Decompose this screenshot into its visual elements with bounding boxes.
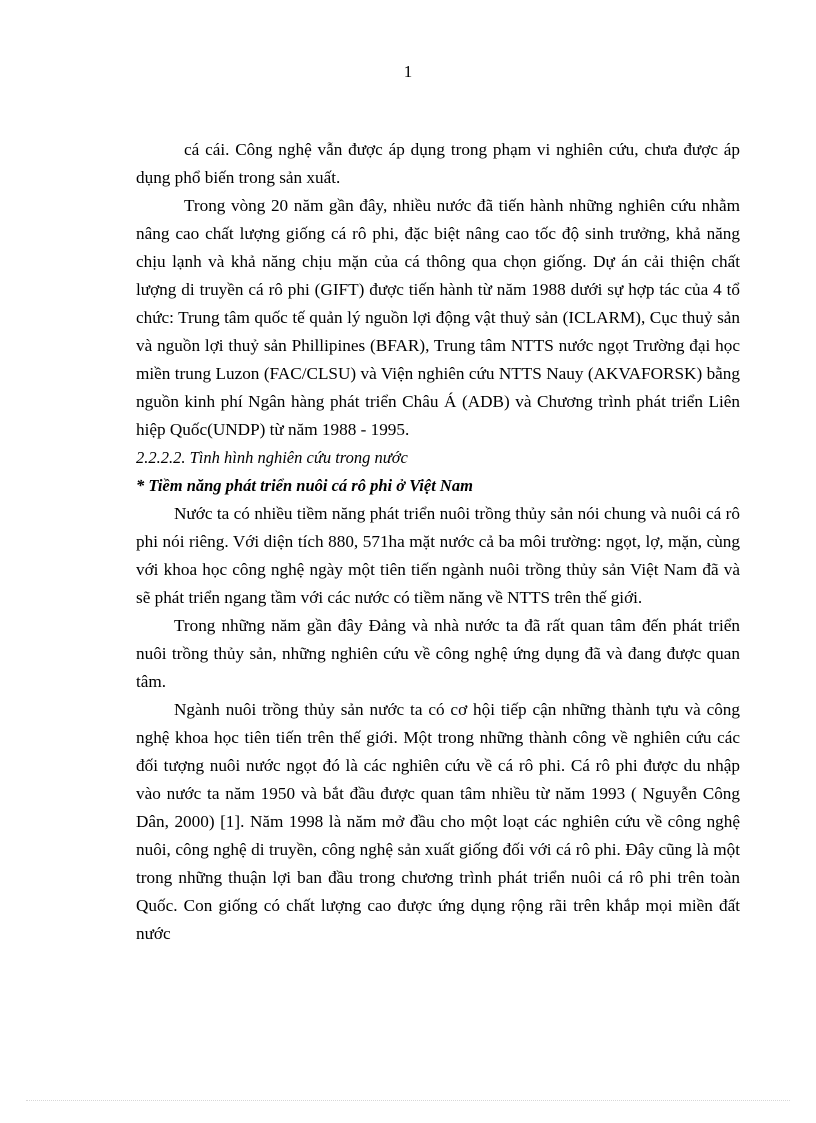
paragraph-government: Trong những năm gần đây Đảng và nhà nước ta đã rất quan tâm đến phát triển nuôi trồng thủy sản, những nghiên cứu về công nghệ ứng dụng đã và đang được quan tâm. (136, 616, 740, 691)
paragraph-industry: Ngành nuôi trồng thủy sản nước ta có cơ hội tiếp cận những thành tựu và công nghệ khoa học tiên tiến trên thế giới. Một trong những thành công về nghiên cứu các đối tượng nuôi nước ngọt đó là các nghiên cứu về cá rô phi. Cá rô phi được du nhập vào nước ta năm 1950 và bắt đầu được quan tâm nhiều từ năm 1993 ( Nguyễn Công Dân, 2000) [1]. Năm 1998 là năm mở đầu cho một loạt các nghiên cứu về công nghệ nuôi, công nghệ di truyền, công nghệ sản xuất giống đối với cá rô phi. Đây cũng là một trong những thuận lợi ban đầu trong chương trình phát triển nuôi cá rô phi trên toàn Quốc. Con giống có chất lượng cao được ứng dụng rộng rãi trên khắp mọi miền đất nước (136, 700, 740, 943)
paragraph-continuation: cá cái. Công nghệ vẫn được áp dụng trong phạm vi nghiên cứu, chưa được áp dụng phổ biến trong sản xuất. (136, 140, 740, 187)
section-heading: 2.2.2.2. Tình hình nghiên cứu trong nước (136, 448, 408, 467)
paragraph-potential: Nước ta có nhiều tiềm năng phát triển nuôi trồng thủy sản nói chung và nuôi cá rô phi nói riêng. Với diện tích 880, 571ha mặt nước cả ba môi trường: ngọt, lợ, mặn, cùng với khoa học công nghệ ngày một tiên tiến ngành nuôi trồng thủy sản Việt Nam đã và sẽ phát triển ngang tầm với các nước có tiềm năng về NTTS trên thế giới. (136, 504, 740, 607)
paragraph-gift-project: Trong vòng 20 năm gần đây, nhiều nước đã tiến hành những nghiên cứu nhằm nâng cao chất lượng giống cá rô phi, đặc biệt nâng cao tốc độ sinh trưởng, khả năng chịu lạnh và khả năng chịu mặn của cá thông qua chọn giống. Dự án cải thiện chất lượng di truyền cá rô phi (GIFT) được tiến hành từ năm 1988 dưới sự hợp tác của 4 tổ chức: Trung tâm quốc tế quản lý nguồn lợi động vật thuỷ sản (ICLARM), Cục thuỷ sản và nguồn lợi thuỷ sản Phillipines (BFAR), Trung tâm NTTS nước ngọt Trường đại học miền trung Luzon (FAC/CLSU) và Viện nghiên cứu NTTS Nauy (AKVAFORSK) bằng nguồn kinh phí Ngân hàng phát triển Châu Á (ADB) và Chương trình phát triển Liên hiệp Quốc(UNDP) từ năm 1988 - 1995. (136, 196, 740, 439)
page-bottom-divider (26, 1100, 790, 1101)
page-number: 1 (403, 62, 413, 81)
document-body (136, 136, 740, 948)
sub-heading: * Tiềm năng phát triển nuôi cá rô phi ở Việt Nam (136, 476, 473, 495)
